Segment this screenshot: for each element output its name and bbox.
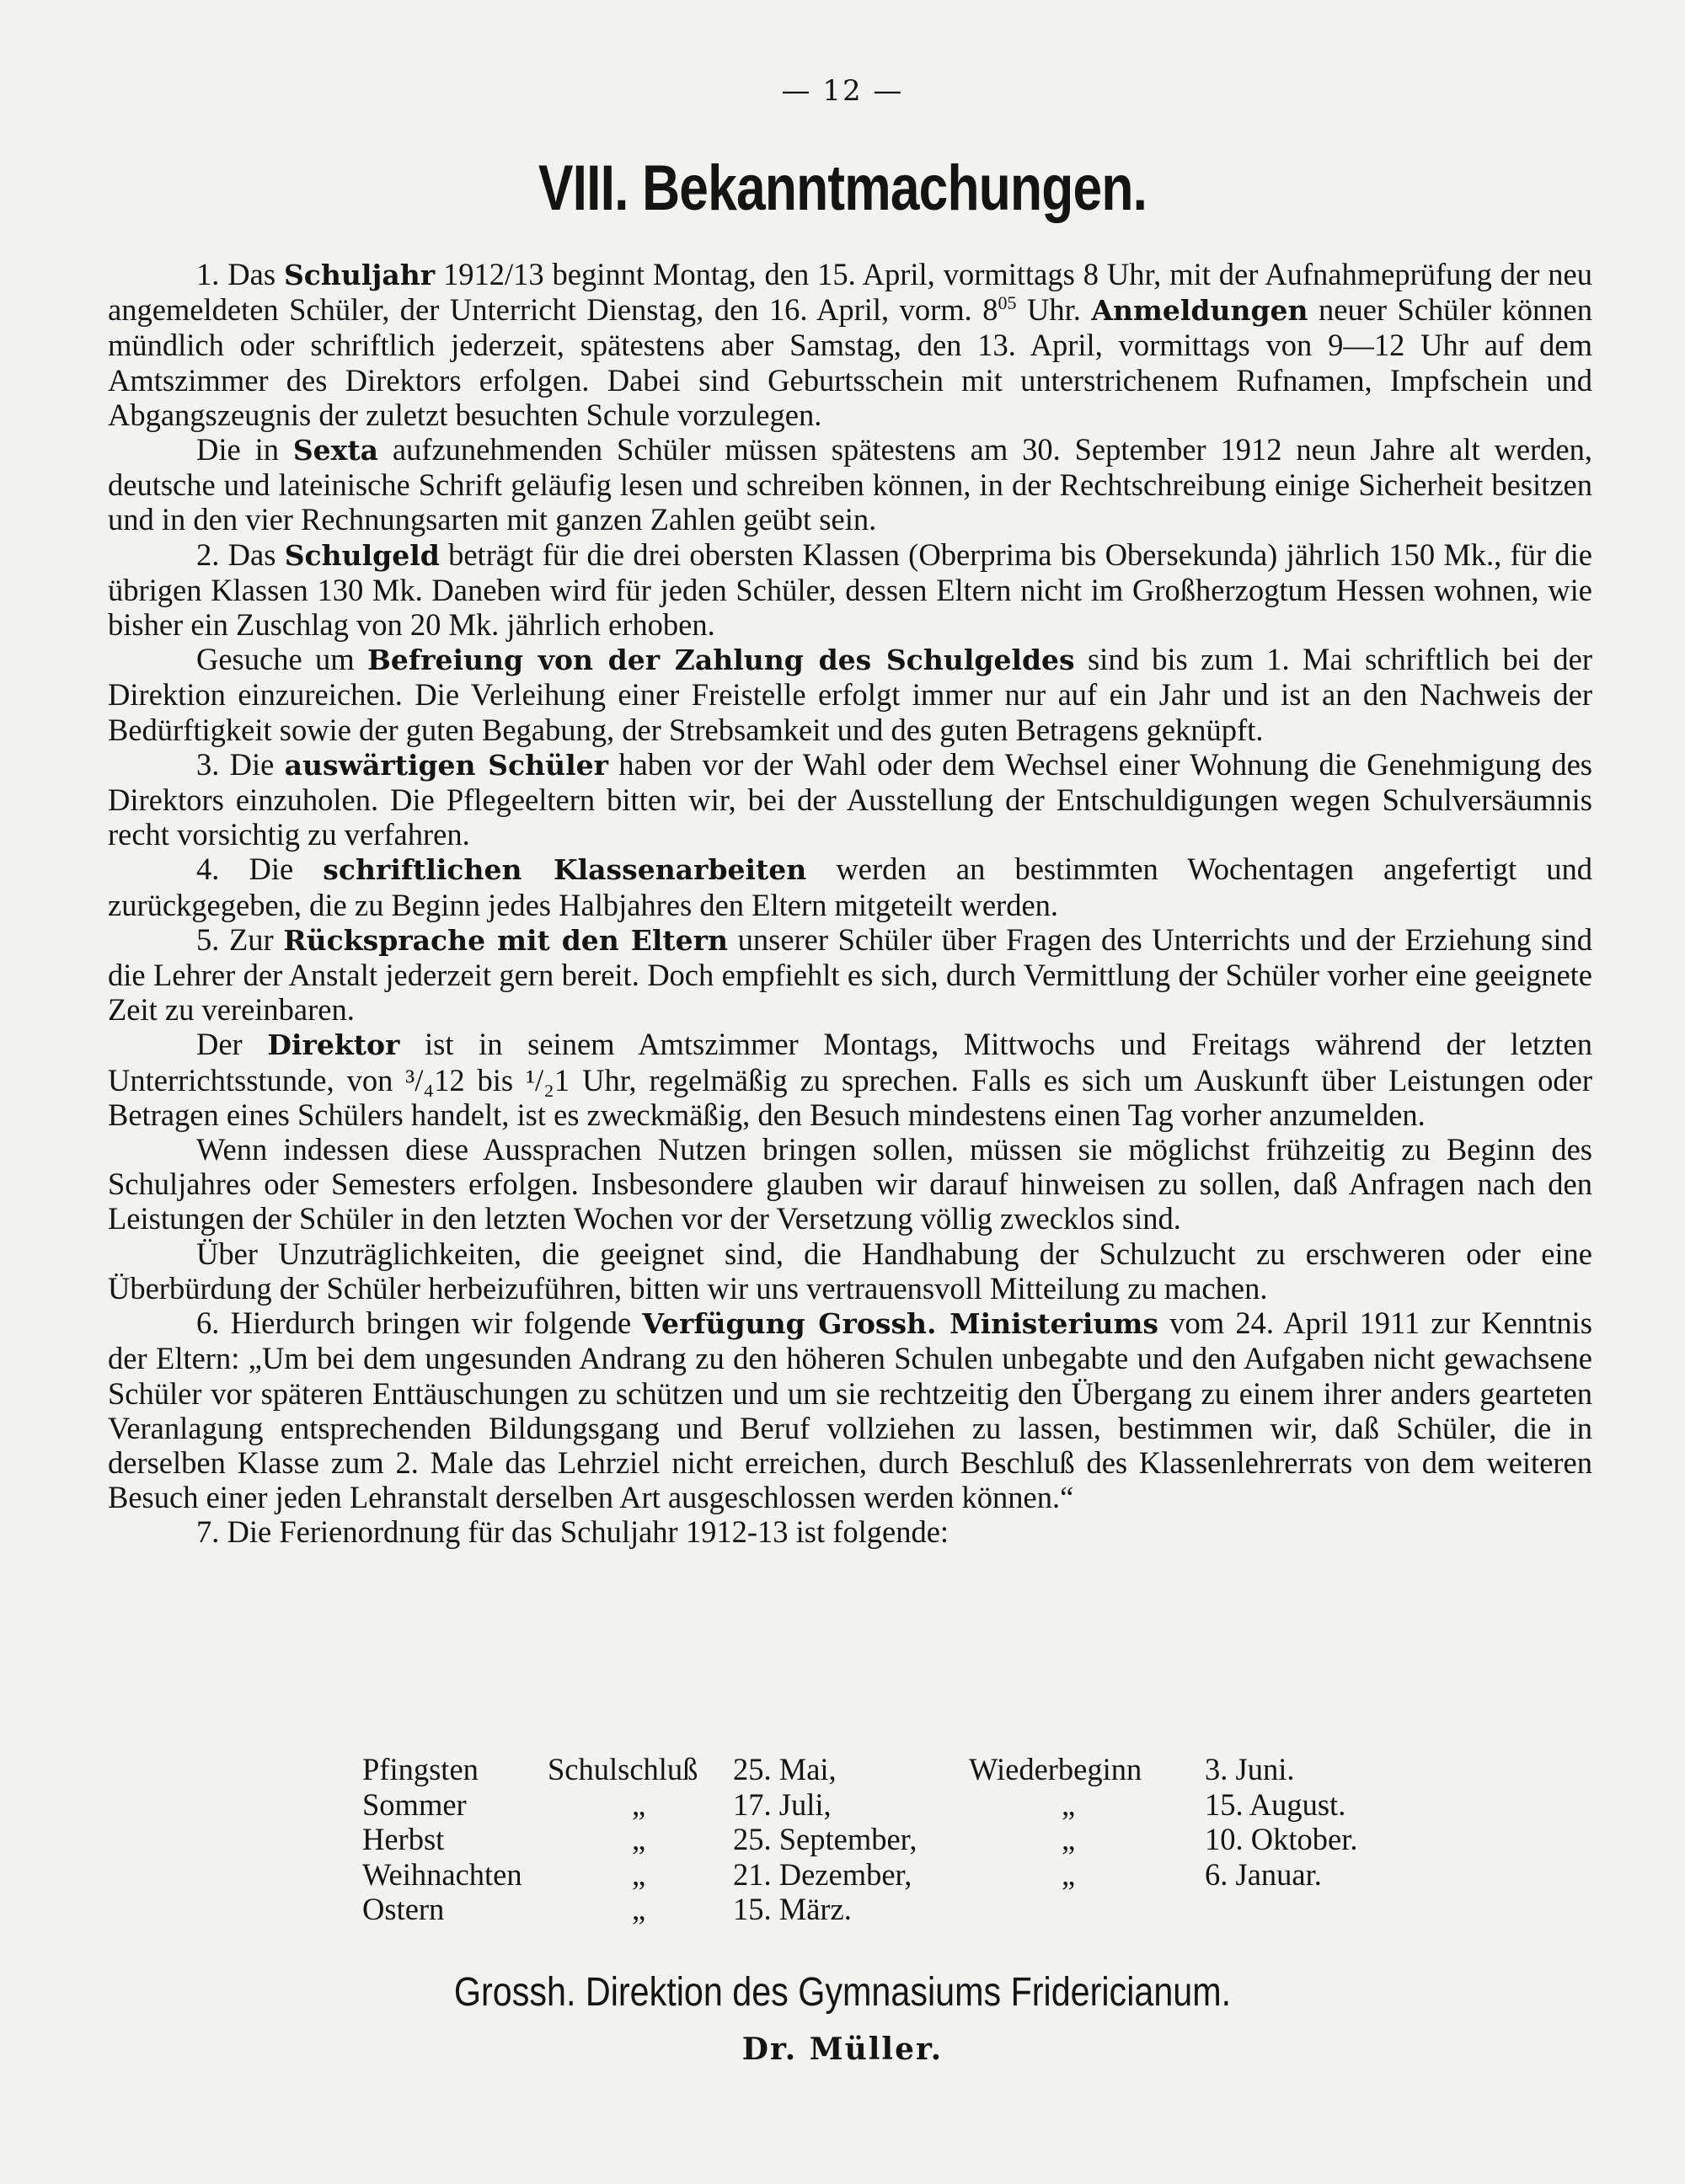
keyword: Verfügung Grossh. Ministeriums [642,1307,1158,1341]
text: 2. Das [196,537,285,572]
paragraph-auswaertige [108,747,1592,852]
text: 5. Zur [196,921,284,957]
start-date: 25. Mai, [733,1752,837,1786]
holiday-name: Pfingsten [362,1752,479,1786]
text: Uhr. [1016,292,1092,328]
paragraph-sexta [108,432,1592,537]
signature-institution: Grossh. Direktion des Gymnasiums Fridericianum. [453,1970,1232,2015]
start-label: Schulschluß [548,1752,698,1786]
text: ist in seinem Amtszimmer Montags, Mittwochs und Freitags während der letzten Unterrichtsstunde, von ³/₄12 bis ¹/₂1 Uhr, regelmäßig zu sprechen. Falls es sich um Auskunft über Leistungen oder Betragen eines Schülers handelt, ist es zweckmäßig, den Besuch mindestens einen Tag vorher anzumelden. [108,1027,1592,1132]
paragraph-ruecksprache [108,922,1592,1028]
start-date: 21. Dezember, [733,1856,912,1892]
text: 3. Die [196,746,285,782]
start-date: 25. September, [733,1822,917,1856]
text: unserer Schüler über Fragen des Unterrichts und der Erziehung sind die Lehrer der Anstalt jederzeit gern bereit. Doch empfiehlt es sich, durch Vermittlung der Schüler vorher eine geeignete Zeit zu vereinbaren. [108,921,1592,1028]
start-date: 17. Juli, [733,1786,832,1822]
section-heading: VIII. Bekanntmachungen. [538,152,1147,224]
keyword: Rücksprache mit den Eltern [283,923,729,957]
superscript: 05 [998,292,1017,314]
paragraph-schuljahr [108,257,1592,432]
text: Der [196,1027,268,1062]
signature-name: Dr. Müller. [741,2032,944,2067]
text: Gesuche um [196,642,367,677]
paragraph-ferienordnung: 7. Die Ferienordnung für das Schuljahr 1912-13 ist folgende: [196,1514,949,1550]
text: 1912/13 beginnt Montag, den 15. April, vormittags 8 Uhr, mit der Aufnahmeprüfung der neu angemeldeten Schüler, der Unterricht Dienstag, den 16. April, vorm. 8 [108,257,1593,328]
text: vom 24. April 1911 zur Kenntnis der Eltern: „Um bei dem ungesunden Andrang zu den höheren Schulen unbegabte und den Aufgaben nicht gewachsene Schüler vor späteren Enttäuschungen zu schützen und um sie rechtzeitig den Übergang zu einem ihrer anders gearteten Veranlagung entsprechenden Bildungsgang und Beruf vollziehen zu lassen, bestimmen wir, daß Schüler, die in derselben Klasse zum 2. Male das Lehrziel nicht erreichen, durch Beschluß des Klassenlehrerrats von dem weiteren Besuch einer jeden Lehranstalt derselben Art ausgeschlossen werden können.“ [108,1306,1593,1515]
paragraph-befreiung [108,642,1592,747]
end-date: 6. Januar. [1205,1856,1322,1892]
keyword: Schulgeld [284,538,440,572]
paragraph-klassenarbeiten [108,852,1592,921]
page-number: — 12 — [781,74,904,108]
text: werden an bestimmten Wochentagen angefertigt und zurückgegeben, die zu Beginn jedes Halbjahres den Eltern mitgeteilt werden. [108,852,1593,922]
holiday-name: Weihnachten [362,1856,522,1892]
start-date: 15. März. [733,1892,852,1926]
end-label: Wiederbeginn [969,1752,1142,1786]
holiday-name: Ostern [362,1892,445,1926]
text: 4. Die [196,852,324,887]
announcements-body [108,257,1592,1550]
text: 1. Das [196,257,284,291]
text: sind bis zum 1. Mai schriftlich bei der Direktion einzureichen. Die Verleihung einer Freistelle erfolgt immer nur auf ein Jahr und ist an den Nachweis der Bedürftigkeit sowie der guten Begabung, der Strebsamkeit und des guten Betragens geknüpft. [108,642,1592,747]
keyword: Befreiung von der Zahlung des Schulgeldes [367,643,1075,677]
paragraph-unzutraeglichkeiten: Über Unzuträglichkeiten, die geeignet sind, die Handhabung der Schulzucht zu erschweren oder eine Überbürdung der Schüler herbeizuführen, bitten wir uns vertrauensvoll Mitteilung zu machen. [108,1236,1592,1306]
keyword: Sexta [292,434,378,467]
paragraph-direktor [108,1027,1592,1132]
paragraph-verfuegung [108,1306,1592,1514]
text: haben vor der Wahl oder dem Wechsel einer Wohnung die Genehmigung des Direktors einzuholen. Die Pflegeeltern bitten wir, bei der Ausstellung der Entschuldigungen wegen Schulversäumnis recht vorsichtig zu verfahren. [108,746,1592,852]
text: neuer Schüler können mündlich oder schriftlich jederzeit, spätestens aber Samstag, den 13. April, vormittags von 9—12 Uhr auf dem Amtszimmer des Direktors erfolgen. Dabei sind Geburtsschein mit unterstrichenem Rufnamen, Impfschein und Abgangszeugnis der zuletzt besuchten Schule vorzulegen. [108,292,1592,432]
text: 6. Hierdurch bringen wir folgende [196,1306,643,1341]
end-label: „ [1062,1856,1076,1892]
keyword: Schuljahr [283,259,436,291]
paragraph-aussprachen: Wenn indessen diese Aussprachen Nutzen bringen sollen, müssen sie möglichst frühzeitig zu Beginn des Schuljahres oder Semesters erfolgen. Insbesondere glauben wir darauf hinweisen zu sollen, daß Anfragen nach den Leistungen der Schüler in den letzten Wochen vor der Versetzung völlig zwecklos sind. [108,1132,1592,1236]
keyword: auswärtigen Schüler [284,748,608,782]
paragraph-schulgeld [108,537,1592,643]
keyword: schriftlichen Klassenarbeiten [323,853,807,887]
end-label: „ [1062,1786,1076,1822]
end-date: 10. Oktober. [1205,1822,1358,1856]
end-date: 3. Juni. [1205,1752,1295,1786]
start-label: „ [632,1892,646,1926]
text: beträgt für die drei obersten Klassen (Oberprima bis Obersekunda) jährlich 150 Mk., für die übrigen Klassen 130 Mk. Daneben wird für jeden Schüler, dessen Eltern nicht im Großherzogtum Hessen wohnen, wie bisher ein Zuschlag von 20 Mk. jährlich erhoben. [108,537,1592,643]
text: aufzunehmenden Schüler müssen spätestens am 30. September 1912 neun Jahre alt werden, deutsche und lateinische Schrift geläufig lesen und schreiben können, in der Rechtschreibung einige Sicherheit besitzen und in den vier Rechnungsarten mit ganzen Zahlen geübt sein. [108,432,1593,537]
end-date: 15. August. [1205,1786,1346,1822]
holiday-name: Sommer [362,1786,467,1822]
keyword: Direktor [267,1028,400,1062]
start-label: „ [632,1822,646,1856]
keyword: Anmeldungen [1091,294,1308,328]
end-label: „ [1062,1822,1076,1856]
holiday-name: Herbst [362,1822,445,1856]
start-label: „ [632,1786,646,1822]
start-label: „ [632,1856,646,1892]
text: Die in [196,432,293,467]
